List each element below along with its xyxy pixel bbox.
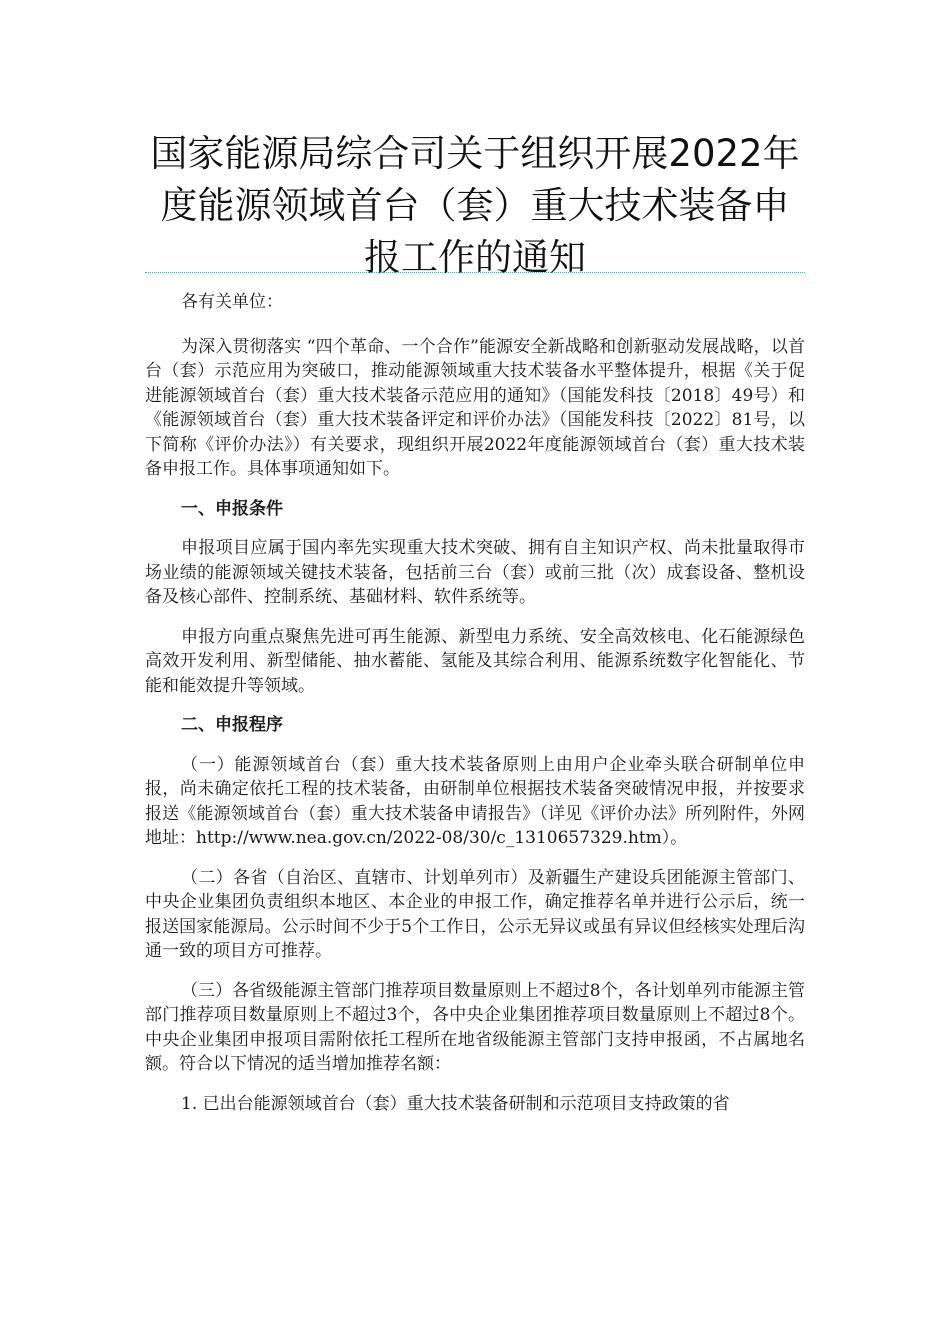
procedure-paragraph-3: （三）各省级能源主管部门推荐项目数量原则上不超过8个，各计划单列市能源主管部门推荐项目数量原则上不超过3个，各中央企业集团推荐项目数量原则上不超过8个。中央企业集团申报项目需附依托工程所在地省级能源主管部门支持申报函，不占属地名额。符合以下情况的适当增加推荐名额： bbox=[145, 980, 805, 1074]
procedure-list-item-1: 1. 已出台能源领域首台（套）重大技术装备研制和示范项目支持政策的省 bbox=[181, 1093, 730, 1114]
intro-paragraph: 为深入贯彻落实 “四个革命、一个合作”能源安全新战略和创新驱动发展战略，以首台（套）示范应用为突破口，推动能源领域重大技术装备水平整体提升，根据《关于促进能源领域首台（套）重大技术装备示范应用的通知》（国能发科技〔2018〕49号）和《能源领域首台（套）重大技术装备评定和评价办法》（国能发科技〔2022〕81号，以下简称《评价办法》）有关要求，现组织开展2022年度能源领域首台（套）重大技术装备申报工作。具体事项通知如下。 bbox=[145, 336, 805, 479]
document-body bbox=[145, 290, 805, 1131]
section-heading-procedure: 二、申报程序 bbox=[181, 715, 283, 735]
conditions-paragraph-1: 申报项目应属于国内率先实现重大技术突破、拥有自主知识产权、尚未批量取得市场业绩的能源领域关键技术装备，包括前三台（套）或前三批（次）成套设备、整机设备及核心部件、控制系统、基础材料、软件系统等。 bbox=[145, 538, 805, 607]
document-title: 国家能源局综合司关于组织开展2022年度能源领域首台（套）重大技术装备申报工作的通知 bbox=[150, 132, 800, 279]
procedure-paragraph-2: （二）各省（自治区、直辖市、计划单列市）及新疆生产建设兵团能源主管部门、中央企业集团负责组织本地区、本企业的申报工作，确定推荐名单并进行公示后，统一报送国家能源局。公示时间不少于5个工作日，公示无异议或虽有异议但经核实处理后沟通一致的项目方可推荐。 bbox=[145, 867, 805, 961]
section-heading-conditions: 一、申报条件 bbox=[181, 498, 283, 519]
title-divider bbox=[145, 272, 805, 273]
conditions-paragraph-2: 申报方向重点聚焦先进可再生能源、新型电力系统、安全高效核电、化石能源绿色高效开发利用、新型储能、抽水蓄能、氢能及其综合利用、能源系统数字化智能化、节能和能效提升等领域。 bbox=[145, 626, 805, 696]
salutation: 各有关单位： bbox=[181, 292, 283, 312]
procedure-paragraph-1: （一）能源领域首台（套）重大技术装备原则上由用户企业牵头联合研制单位申报，尚未确定依托工程的技术装备，由研制单位根据技术装备突破情况申报，并按要求报送《能源领域首台（套）重大技术装备申请报告》（详见《评价办法》所列附件，外网地址：http://www.nea.gov.cn/2022-08/30/c_1310657329.htm）。 bbox=[145, 754, 805, 848]
